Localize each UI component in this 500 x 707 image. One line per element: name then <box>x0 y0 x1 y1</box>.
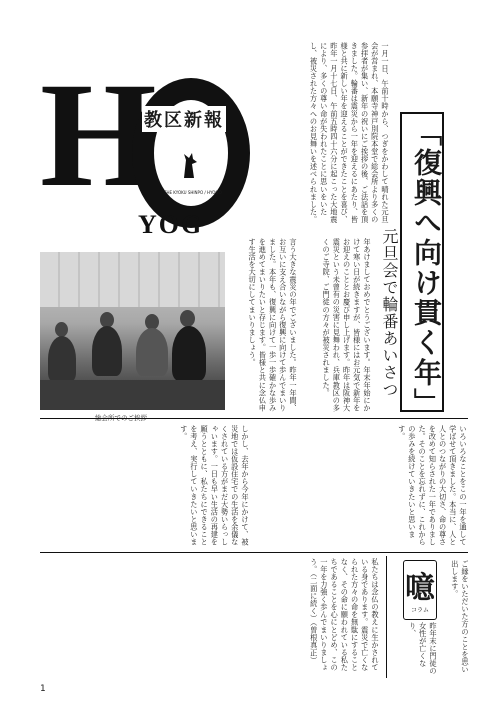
logo-letter-h: H <box>40 52 139 218</box>
logo-subtext: THE KYOKU SHINPO / HYOGO <box>164 190 222 195</box>
photo-caption: 総会所でのご挨拶 <box>95 414 147 422</box>
photo-figure <box>136 328 168 376</box>
section-rule <box>40 552 468 553</box>
article-headline: 「復興へ向け貫く年」 <box>410 118 443 418</box>
photo-figure-head <box>180 310 195 327</box>
article-column-c: 言う大きな震災の年でございました。昨年一年間、お互いに支え合いながら復興に向けて歩んでまいりました。本年も、復興に向けて一歩一歩確かな歩みを進めてまいりたいと存じます。皆様と共に念仏申す生活を大切にしてまいりましょう。 <box>248 238 298 412</box>
article-column-f: 私たちは念仏の教えに生かされている身であります。震災で亡くなられた方々の命を無駄にすることなく、その命に願われている私たちであることを心にとどめ、この一年を力強く歩んでまいりましょう。（二面に続く）（曽根真正） <box>309 558 380 672</box>
article-subhead: 元旦会で輪番あいさつ <box>380 228 399 398</box>
article-column-b: 年あけましておめでとうございます。年末年始にかけて寒い日が続きますが、皆様にはお元気で新年をお迎えのこととお慶び申し上げます。昨年は阪神大震災という未曾有の災害に見舞われ、兵庫教区の多くのご寺院、ご門徒の方々が被災されました。 <box>322 238 372 412</box>
article-column-a: 一月一日、午前十時から、つぎをかわして晴れた元旦会が営まれ、本願寺神戸別院本堂で総会所より多くの参拝者が集い、新年の祝いにご挨拶の後、ご法話を頂きました。輪番は震災から一年を迎えるにあたり、皆様と共に新しい年を迎えることができたことを喜び、昨年一月十七日、午前五時四十六分に起こった大地震により、多くの尊い命が失われたことに思いをいたし、被災された方々へのお見舞いを述べられました。 <box>309 42 390 224</box>
photo-figure <box>172 326 206 381</box>
page-number: 1 <box>40 684 46 694</box>
article-column-e: いろいろなことをこの一年を通して学ばせて頂きました。本当に、人と人とのつながりの大切さ、命の尊さを改めて知らされた一年でありました。そのことを忘れずに、これからの歩みを続けていきたいと思います。 <box>397 425 468 546</box>
mascot-icon <box>180 150 200 180</box>
column-text-right: ご縁をいただいた方のことを思い出します。 <box>450 560 470 674</box>
column-divider <box>386 556 387 678</box>
logo-letters-yog: YOG <box>138 210 204 239</box>
photo-wall <box>40 252 225 307</box>
photo-floor <box>40 380 225 410</box>
gathering-photo <box>40 252 225 410</box>
column-title: 噫 <box>403 560 437 620</box>
article-column-d: しかし、去年から今年にかけて、被災地では仮設住宅での生活を余儀なくされている方がまだ大勢いらっしゃいます。一日も早い生活の再建を願うとともに、私たちにできることを考え、実行していきたいと思います。 <box>179 425 250 546</box>
column-text-left: 昨年末に門徒の女性が亡くなり、 <box>408 622 438 675</box>
column-label: コラム <box>411 607 429 614</box>
masthead <box>40 40 240 280</box>
section-rule <box>40 418 468 419</box>
newspaper-title: 教区新報 <box>142 106 226 132</box>
photo-figure-head <box>55 322 68 337</box>
photo-figure <box>48 336 76 382</box>
photo-figure <box>92 326 122 376</box>
